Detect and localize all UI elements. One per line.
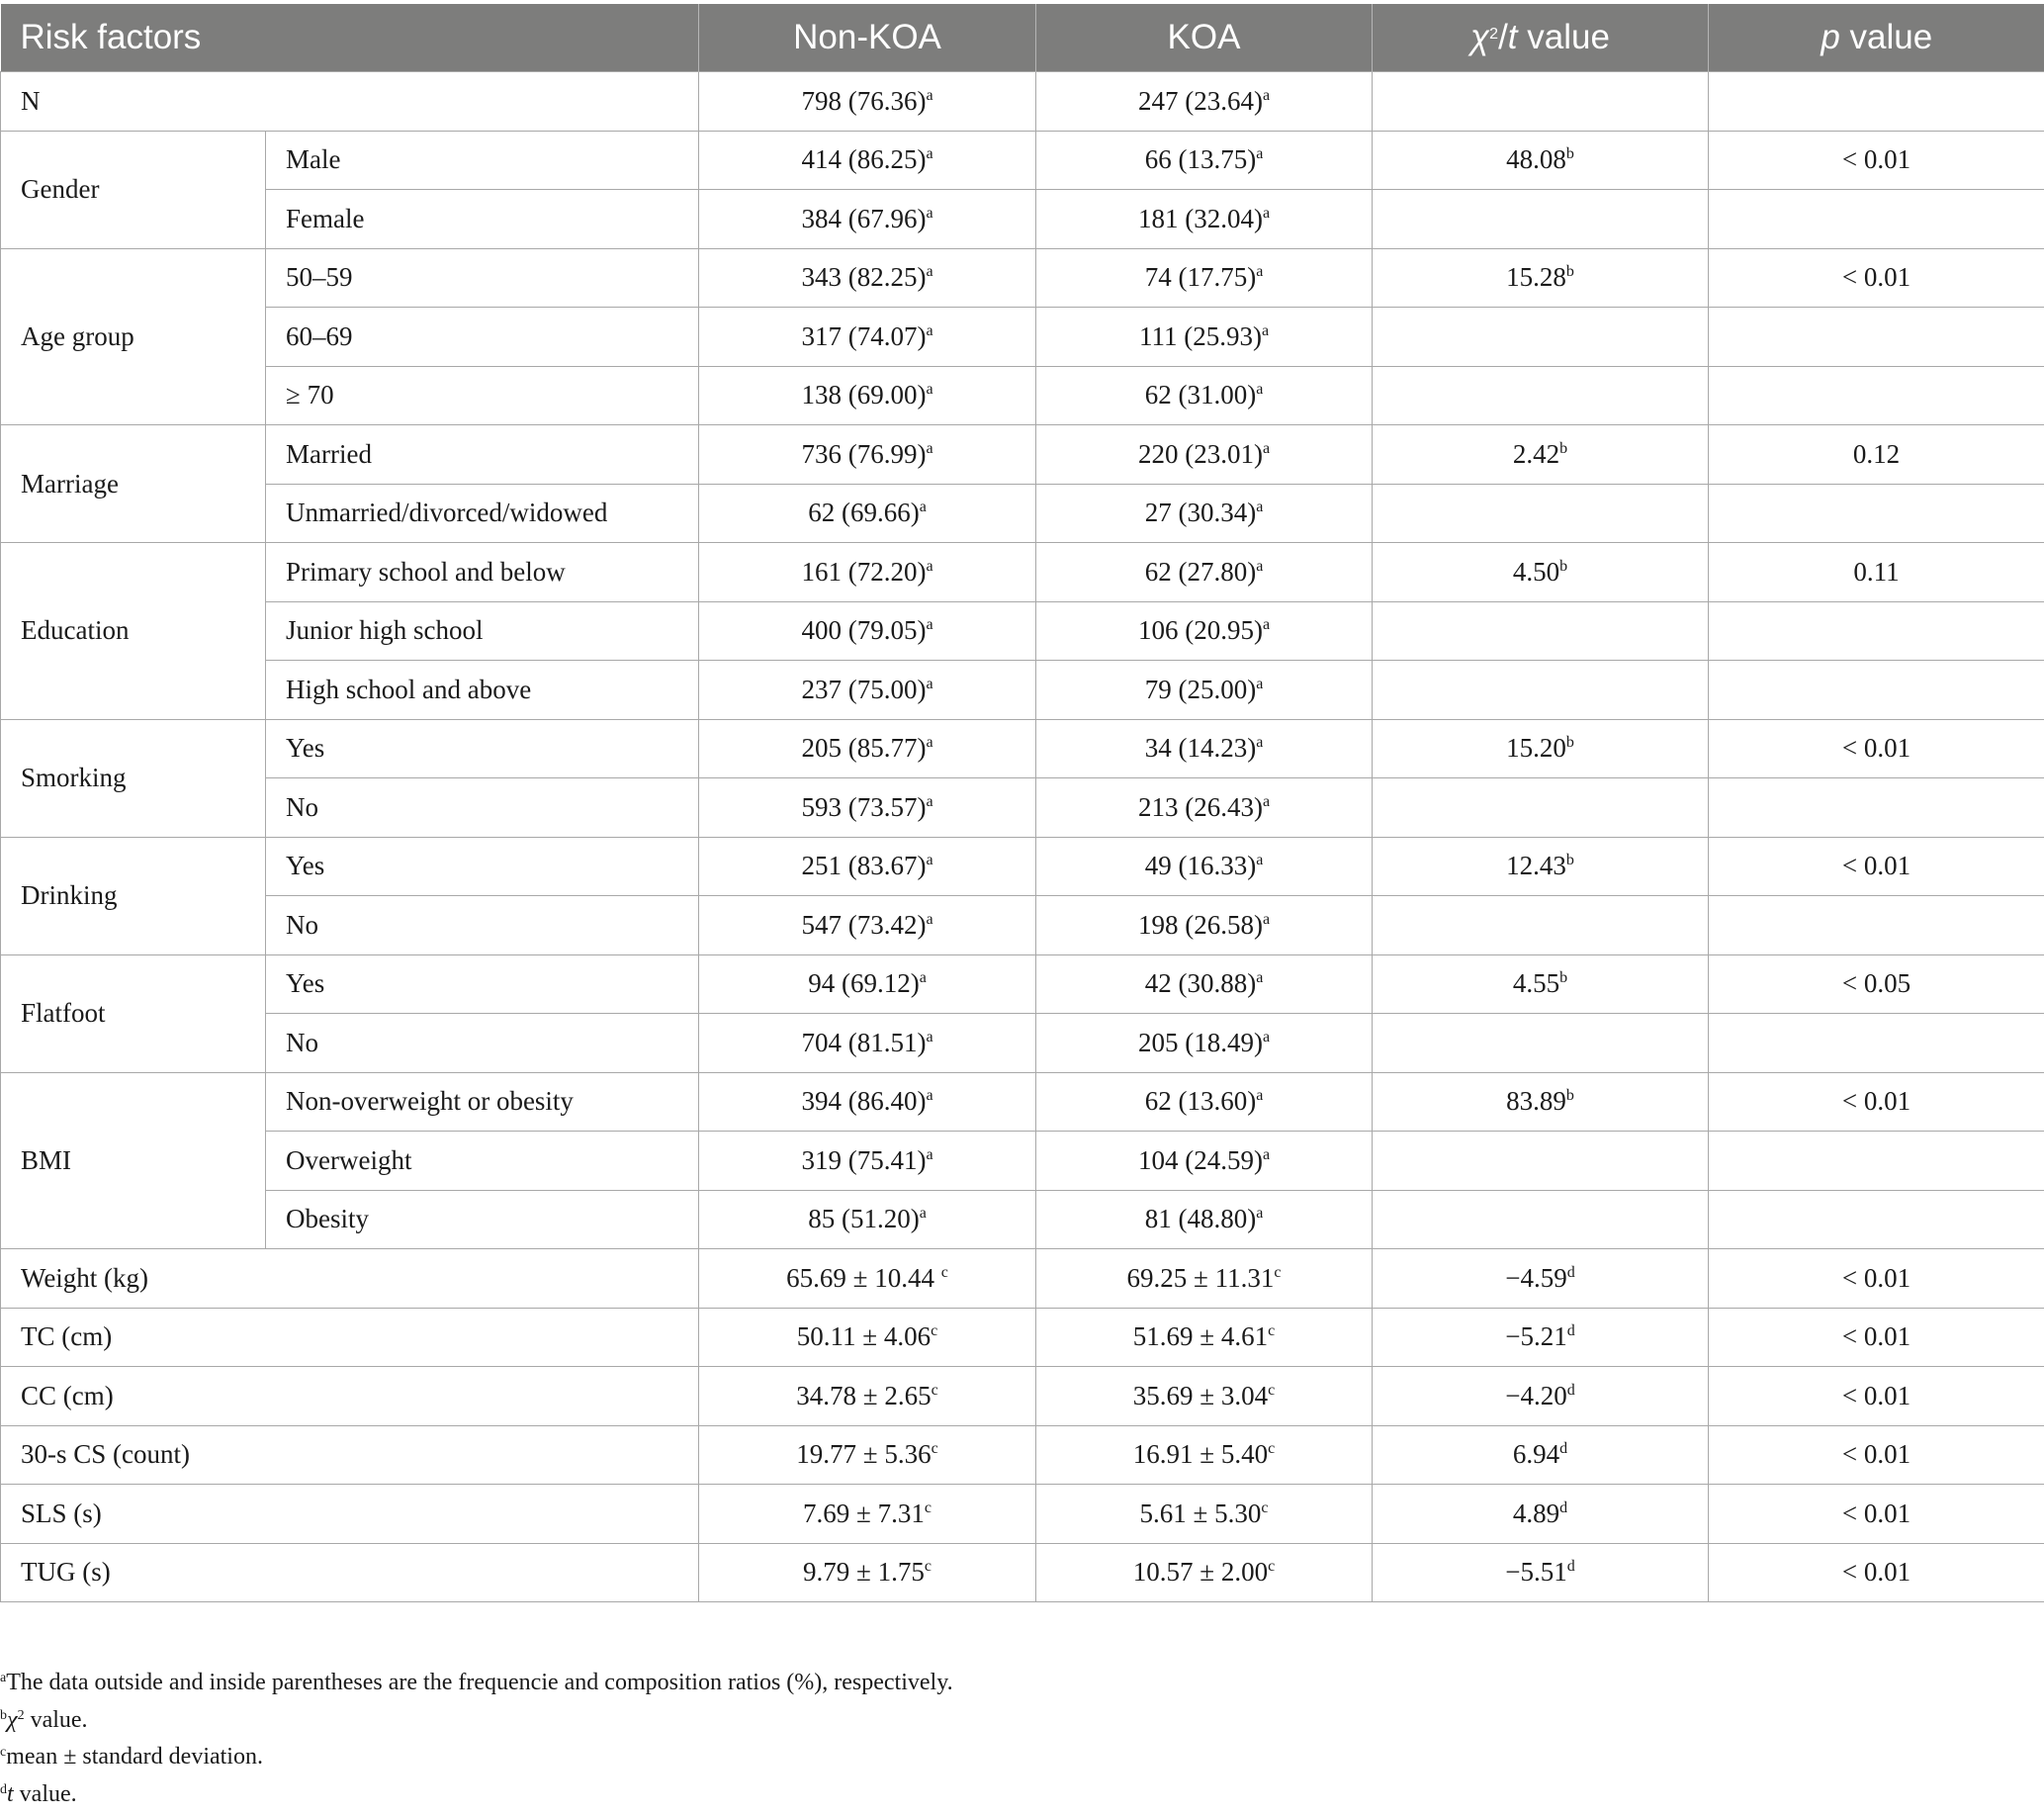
footnote-c: $^c$mean ± standard deviation.: [0, 1744, 263, 1770]
non-koa-cell: 9.79 ± 1.75$^c$: [699, 1543, 1036, 1602]
koa-cell: 27 $(30.34)^a$: [1036, 484, 1373, 543]
koa-cell: 62 $(27.80)^a$: [1036, 543, 1373, 602]
p-cell: [1709, 190, 2044, 249]
factor-cell: CC (cm): [1, 1367, 699, 1426]
table-row: [1, 1367, 2044, 1426]
stat-cell: 4.89$^d$: [1373, 1485, 1709, 1544]
factor-cell: SLS (s): [1, 1485, 699, 1544]
stat-cell: [1373, 896, 1709, 955]
header-chi-symbol: χ: [1470, 18, 1490, 56]
koa-cell: 35.69 ± 3.04$^c$: [1036, 1367, 1373, 1426]
p-cell: [1709, 366, 2044, 425]
stat-cell: [1373, 366, 1709, 425]
p-cell: [1709, 1132, 2044, 1191]
stat-cell: 2.42$^b$: [1373, 425, 1709, 485]
koa-cell: 104 $(24.59)^a$: [1036, 1132, 1373, 1191]
stat-cell: [1373, 1014, 1709, 1073]
non-koa-cell: 19.77 ± 5.36$^c$: [699, 1425, 1036, 1485]
subgroup-cell: Married: [266, 425, 699, 485]
table-row: [1, 1249, 2044, 1309]
table-row: [1, 1014, 2044, 1073]
table-header-row: [1, 4, 2044, 72]
factor-cell: Drinking: [1, 837, 266, 954]
table-row: [1, 954, 2044, 1014]
non-koa-cell: 251 $(83.67)^a$: [699, 837, 1036, 896]
subgroup-cell: Non-overweight or obesity: [266, 1072, 699, 1132]
stat-cell: [1373, 190, 1709, 249]
non-koa-cell: 7.69 ± 7.31$^c$: [699, 1485, 1036, 1544]
p-cell: < 0.01: [1709, 1072, 2044, 1132]
koa-cell: 51.69 ± 4.61$^c$: [1036, 1308, 1373, 1367]
koa-cell: 42 $(30.88)^a$: [1036, 954, 1373, 1014]
table-row: [1, 601, 2044, 661]
table-row: [1, 425, 2044, 485]
factor-cell: Smorking: [1, 719, 266, 837]
stat-cell: [1373, 72, 1709, 132]
p-cell: 0.12: [1709, 425, 2044, 485]
factor-cell: TUG (s): [1, 1543, 699, 1602]
non-koa-cell: 400 $(79.05)^a$: [699, 601, 1036, 661]
p-cell: [1709, 661, 2044, 720]
factor-cell: Marriage: [1, 425, 266, 543]
header-value-suffix: value: [1517, 18, 1610, 56]
non-koa-cell: 319 $(75.41)^a$: [699, 1132, 1036, 1191]
non-koa-cell: 736 $(76.99)^a$: [699, 425, 1036, 485]
factor-cell: N: [1, 72, 699, 132]
stat-cell: −4.59$^d$: [1373, 1249, 1709, 1309]
footnote-d: $^d$t value.: [0, 1780, 77, 1807]
koa-cell: 74 $(17.75)^a$: [1036, 248, 1373, 308]
factor-cell: Age group: [1, 248, 266, 425]
subgroup-cell: No: [266, 778, 699, 838]
koa-cell: 205 $(18.49)^a$: [1036, 1014, 1373, 1073]
table-row: [1, 1190, 2044, 1249]
factor-cell: TC (cm): [1, 1308, 699, 1367]
p-cell: < 0.01: [1709, 719, 2044, 778]
subgroup-cell: Yes: [266, 837, 699, 896]
p-cell: < 0.01: [1709, 1249, 2044, 1309]
subgroup-cell: 50–59: [266, 248, 699, 308]
non-koa-cell: 34.78 ± 2.65$^c$: [699, 1367, 1036, 1426]
subgroup-cell: ≥ 70: [266, 366, 699, 425]
subgroup-cell: Yes: [266, 719, 699, 778]
non-koa-cell: 394 $(86.40)^a$: [699, 1072, 1036, 1132]
stat-cell: [1373, 484, 1709, 543]
p-cell: < 0.01: [1709, 1543, 2044, 1602]
non-koa-cell: 62 $(69.66)^a$: [699, 484, 1036, 543]
stat-cell: 15.28$^b$: [1373, 248, 1709, 308]
non-koa-cell: 704 $(81.51)^a$: [699, 1014, 1036, 1073]
koa-cell: 79 $(25.00)^a$: [1036, 661, 1373, 720]
table-row: [1, 1425, 2044, 1485]
header-p-value: [1709, 4, 2044, 72]
subgroup-cell: Junior high school: [266, 601, 699, 661]
koa-cell: 10.57 ± 2.00$^c$: [1036, 1543, 1373, 1602]
p-cell: [1709, 1014, 2044, 1073]
table-row: [1, 1485, 2044, 1544]
non-koa-cell: 161 $(72.20)^a$: [699, 543, 1036, 602]
koa-cell: 62 $(13.60)^a$: [1036, 1072, 1373, 1132]
koa-cell: 81 $(48.80)^a$: [1036, 1190, 1373, 1249]
koa-cell: 16.91 ± 5.40$^c$: [1036, 1425, 1373, 1485]
subgroup-cell: No: [266, 1014, 699, 1073]
factor-cell: Flatfoot: [1, 954, 266, 1072]
header-chi-sup: 2: [1489, 26, 1499, 43]
table-row: [1, 484, 2044, 543]
p-cell: < 0.01: [1709, 131, 2044, 190]
footnote-a: $^a$The data outside and inside parentheses are the frequencie and composition ratios (%), respectively.: [0, 1670, 953, 1695]
koa-cell: 106 $(20.95)^a$: [1036, 601, 1373, 661]
header-risk-factors: Risk factors: [1, 4, 699, 72]
factor-cell: BMI: [1, 1072, 266, 1249]
koa-cell: 62 $(31.00)^a$: [1036, 366, 1373, 425]
stat-cell: 48.08$^b$: [1373, 131, 1709, 190]
subgroup-cell: 60–69: [266, 308, 699, 367]
header-slash: /: [1498, 18, 1508, 56]
table-row: [1, 308, 2044, 367]
non-koa-cell: 384 $(67.96)^a$: [699, 190, 1036, 249]
stat-cell: 4.55$^b$: [1373, 954, 1709, 1014]
p-cell: [1709, 601, 2044, 661]
stat-cell: 12.43$^b$: [1373, 837, 1709, 896]
stat-cell: [1373, 661, 1709, 720]
stat-cell: [1373, 1190, 1709, 1249]
koa-cell: 220 $(23.01)^a$: [1036, 425, 1373, 485]
table-row: [1, 72, 2044, 132]
stat-cell: [1373, 1132, 1709, 1191]
header-non-koa: Non-KOA: [699, 4, 1036, 72]
subgroup-cell: Unmarried/divorced/widowed: [266, 484, 699, 543]
subgroup-cell: Primary school and below: [266, 543, 699, 602]
p-cell: < 0.01: [1709, 1367, 2044, 1426]
table-row: [1, 1543, 2044, 1602]
p-cell: < 0.05: [1709, 954, 2044, 1014]
non-koa-cell: 65.69 ± 10.44 $^c$: [699, 1249, 1036, 1309]
stat-cell: [1373, 308, 1709, 367]
subgroup-cell: Yes: [266, 954, 699, 1014]
table-row: [1, 896, 2044, 955]
stat-cell: −5.21$^d$: [1373, 1308, 1709, 1367]
non-koa-cell: 593 $(73.57)^a$: [699, 778, 1036, 838]
koa-cell: 213 $(26.43)^a$: [1036, 778, 1373, 838]
subgroup-cell: No: [266, 896, 699, 955]
koa-cell: 111 $(25.93)^a$: [1036, 308, 1373, 367]
koa-cell: 66 $(13.75)^a$: [1036, 131, 1373, 190]
factor-cell: 30-s CS (count): [1, 1425, 699, 1485]
p-cell: 0.11: [1709, 543, 2044, 602]
stat-cell: −5.51$^d$: [1373, 1543, 1709, 1602]
koa-cell: 181 $(32.04)^a$: [1036, 190, 1373, 249]
non-koa-cell: 94 $(69.12)^a$: [699, 954, 1036, 1014]
non-koa-cell: 414 $(86.25)^a$: [699, 131, 1036, 190]
non-koa-cell: 343 $(82.25)^a$: [699, 248, 1036, 308]
non-koa-cell: 317 $(74.07)^a$: [699, 308, 1036, 367]
p-cell: < 0.01: [1709, 248, 2044, 308]
stat-cell: 6.94$^d$: [1373, 1425, 1709, 1485]
p-cell: [1709, 896, 2044, 955]
table-row: [1, 719, 2044, 778]
header-koa: KOA: [1036, 4, 1373, 72]
table-row: [1, 190, 2044, 249]
koa-cell: 49 $(16.33)^a$: [1036, 837, 1373, 896]
table-row: [1, 366, 2044, 425]
p-cell: < 0.01: [1709, 1308, 2044, 1367]
non-koa-cell: 547 $(73.42)^a$: [699, 896, 1036, 955]
factor-cell: Education: [1, 543, 266, 720]
table-row: [1, 131, 2044, 190]
risk-factor-table: [0, 4, 2044, 1602]
header-p-symbol: p: [1821, 18, 1840, 56]
header-p-suffix: value: [1839, 18, 1933, 56]
stat-cell: 15.20$^b$: [1373, 719, 1709, 778]
non-koa-cell: 50.11 ± 4.06$^c$: [699, 1308, 1036, 1367]
stat-cell: [1373, 778, 1709, 838]
koa-cell: 5.61 ± 5.30$^c$: [1036, 1485, 1373, 1544]
non-koa-cell: 237 $(75.00)^a$: [699, 661, 1036, 720]
table-row: [1, 1132, 2044, 1191]
p-cell: < 0.01: [1709, 837, 2044, 896]
koa-cell: 198 $(26.58)^a$: [1036, 896, 1373, 955]
koa-cell: 247 $(23.64)^a$: [1036, 72, 1373, 132]
p-cell: [1709, 1190, 2044, 1249]
table-wrapper: [0, 4, 2044, 1602]
koa-cell: 34 $(14.23)^a$: [1036, 719, 1373, 778]
p-cell: [1709, 484, 2044, 543]
p-cell: [1709, 778, 2044, 838]
stat-cell: −4.20$^d$: [1373, 1367, 1709, 1426]
subgroup-cell: Male: [266, 131, 699, 190]
stat-cell: 4.50$^b$: [1373, 543, 1709, 602]
header-t-symbol: t: [1507, 18, 1518, 56]
subgroup-cell: Obesity: [266, 1190, 699, 1249]
table-row: [1, 837, 2044, 896]
table-footnotes: [0, 1665, 2044, 1813]
factor-cell: Gender: [1, 131, 266, 248]
non-koa-cell: 798 $(76.36)^a$: [699, 72, 1036, 132]
subgroup-cell: Female: [266, 190, 699, 249]
non-koa-cell: 205 $(85.77)^a$: [699, 719, 1036, 778]
table-row: [1, 248, 2044, 308]
p-cell: [1709, 72, 2044, 132]
footnote-b: $^b\chi^2$ value.: [0, 1706, 88, 1733]
subgroup-cell: Overweight: [266, 1132, 699, 1191]
header-chi-t-value: [1373, 4, 1709, 72]
p-cell: < 0.01: [1709, 1485, 2044, 1544]
factor-cell: Weight (kg): [1, 1249, 699, 1309]
koa-cell: 69.25 ± 11.31$^c$: [1036, 1249, 1373, 1309]
table-row: [1, 778, 2044, 838]
table-row: [1, 1308, 2044, 1367]
p-cell: [1709, 308, 2044, 367]
table-row: [1, 1072, 2044, 1132]
table-row: [1, 661, 2044, 720]
p-cell: < 0.01: [1709, 1425, 2044, 1485]
non-koa-cell: 138 $(69.00)^a$: [699, 366, 1036, 425]
subgroup-cell: High school and above: [266, 661, 699, 720]
stat-cell: [1373, 601, 1709, 661]
table-row: [1, 543, 2044, 602]
stat-cell: 83.89$^b$: [1373, 1072, 1709, 1132]
non-koa-cell: 85 $(51.20)^a$: [699, 1190, 1036, 1249]
